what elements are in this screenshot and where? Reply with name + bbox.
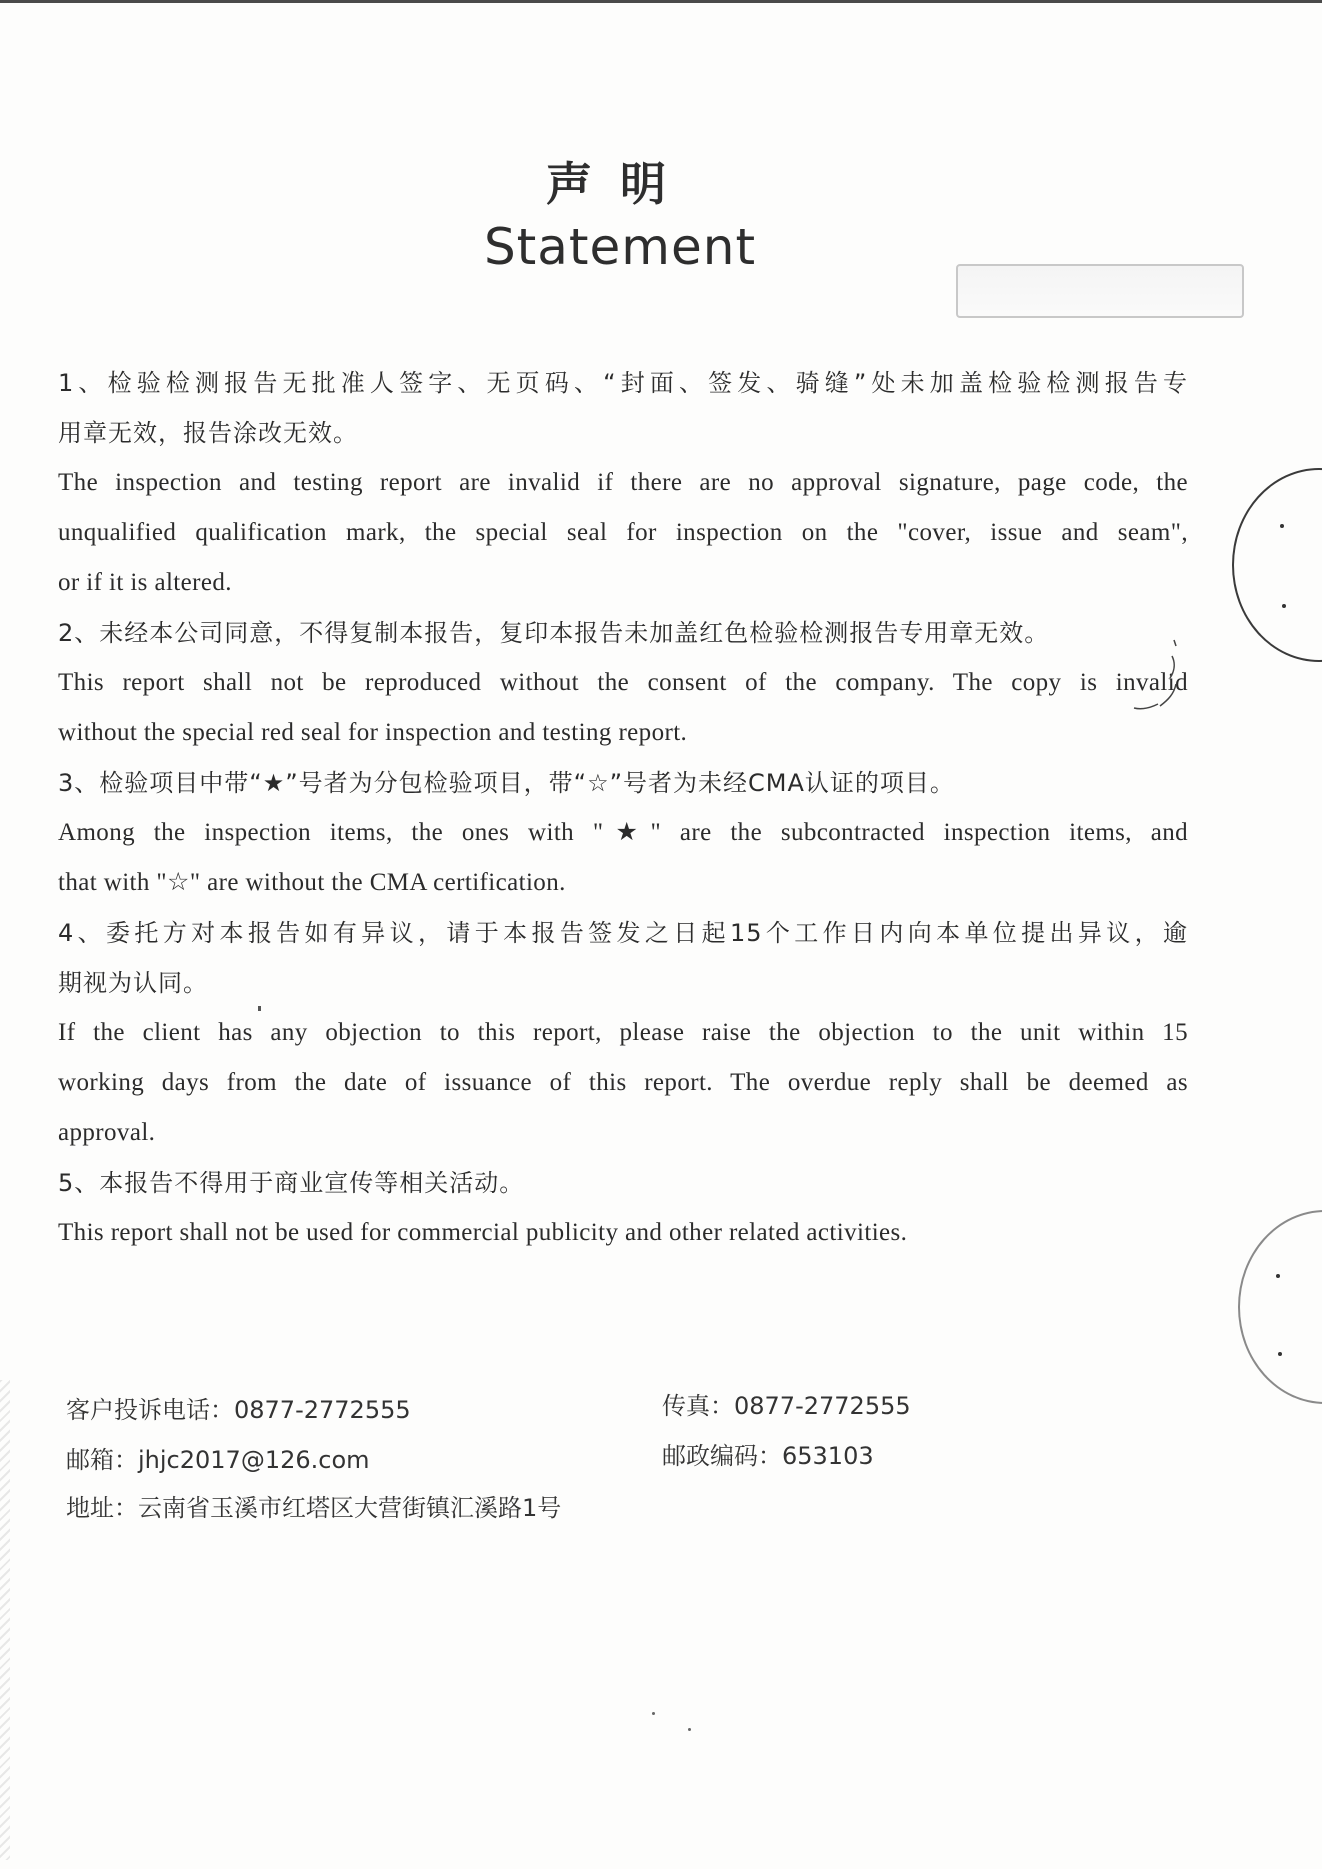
scan-speck <box>652 1712 655 1715</box>
item-4-cn-line-1: 4、委托方对本报告如有异议，请于本报告签发之日起15个工作日内向本单位提出异议，逾 <box>58 919 1188 947</box>
item-3-cn-line-1: 3、检验项目中带“★”号者为分包检验项目，带“☆”号者为未经CMA认证的项目。 <box>58 769 955 797</box>
scan-speck <box>258 1006 261 1011</box>
binding-mark-dot <box>1276 1274 1280 1278</box>
handwritten-mark <box>1124 638 1184 718</box>
fax-number: 传真：0877-2772555 <box>662 1392 911 1420</box>
item-1-en-line-3: or if it is altered. <box>58 569 232 596</box>
scan-speck <box>688 1728 691 1731</box>
binding-mark-dot <box>1278 1352 1282 1356</box>
complaint-phone: 客户投诉电话：0877-2772555 <box>66 1396 411 1424</box>
statement-body <box>58 358 1198 1258</box>
page-title-en: Statement <box>483 218 757 276</box>
item-4-en-line-3: approval. <box>58 1119 156 1146</box>
item-1-cn-line-2: 用章无效，报告涂改无效。 <box>58 419 358 447</box>
street-address: 地址：云南省玉溪市红塔区大营街镇汇溪路1号 <box>66 1494 562 1522</box>
binding-hole-arc-bottom <box>1238 1210 1322 1404</box>
item-4-en-line-2: working days from the date of issuance of this report. The overdue reply shall be deemed as <box>58 1069 1188 1096</box>
page-title-cn: 声明 <box>546 157 694 211</box>
item-1-en-line-1: The inspection and testing report are invalid if there are no approval signature, page code, the <box>58 469 1188 496</box>
binding-hole-arc-top <box>1232 468 1322 662</box>
item-1-cn-line-1: 1、检验检测报告无批准人签字、无页码、“封面、签发、骑缝”处未加盖检验检测报告专 <box>58 369 1188 397</box>
item-3-en-line-1: Among the inspection items, the ones with "★" are the subcontracted inspection items, and <box>58 819 1188 846</box>
item-4-en-line-1: If the client has any objection to this report, please raise the objection to the unit within 15 <box>58 1019 1188 1046</box>
item-5-cn-line-1: 5、本报告不得用于商业宣传等相关活动。 <box>58 1169 525 1197</box>
item-1-en-line-2: unqualified qualification mark, the special seal for inspection on the "cover, issue and seam", <box>58 519 1188 546</box>
item-2-cn-line-1: 2、未经本公司同意，不得复制本报告，复印本报告未加盖红色检验检测报告专用章无效。 <box>58 619 1050 647</box>
item-2-en-line-1: This report shall not be reproduced without the consent of the company. The copy is invalid <box>58 669 1188 696</box>
email-address: 邮箱：jhjc2017@126.com <box>66 1446 370 1474</box>
scan-top-edge <box>0 0 1322 3</box>
item-3-en-line-2: that with "☆" are without the CMA certification. <box>58 869 566 896</box>
scan-left-speckle <box>0 1380 10 1860</box>
binding-mark-dot <box>1280 524 1284 528</box>
item-2-en-line-2: without the special red seal for inspection and testing report. <box>58 719 688 746</box>
blank-stamp-box <box>956 264 1244 318</box>
postal-code: 邮政编码：653103 <box>662 1442 874 1470</box>
item-5-en-line-1: This report shall not be used for commercial publicity and other related activities. <box>58 1219 908 1246</box>
item-4-cn-line-2: 期视为认同。 <box>58 969 208 997</box>
binding-mark-dot <box>1282 604 1286 608</box>
